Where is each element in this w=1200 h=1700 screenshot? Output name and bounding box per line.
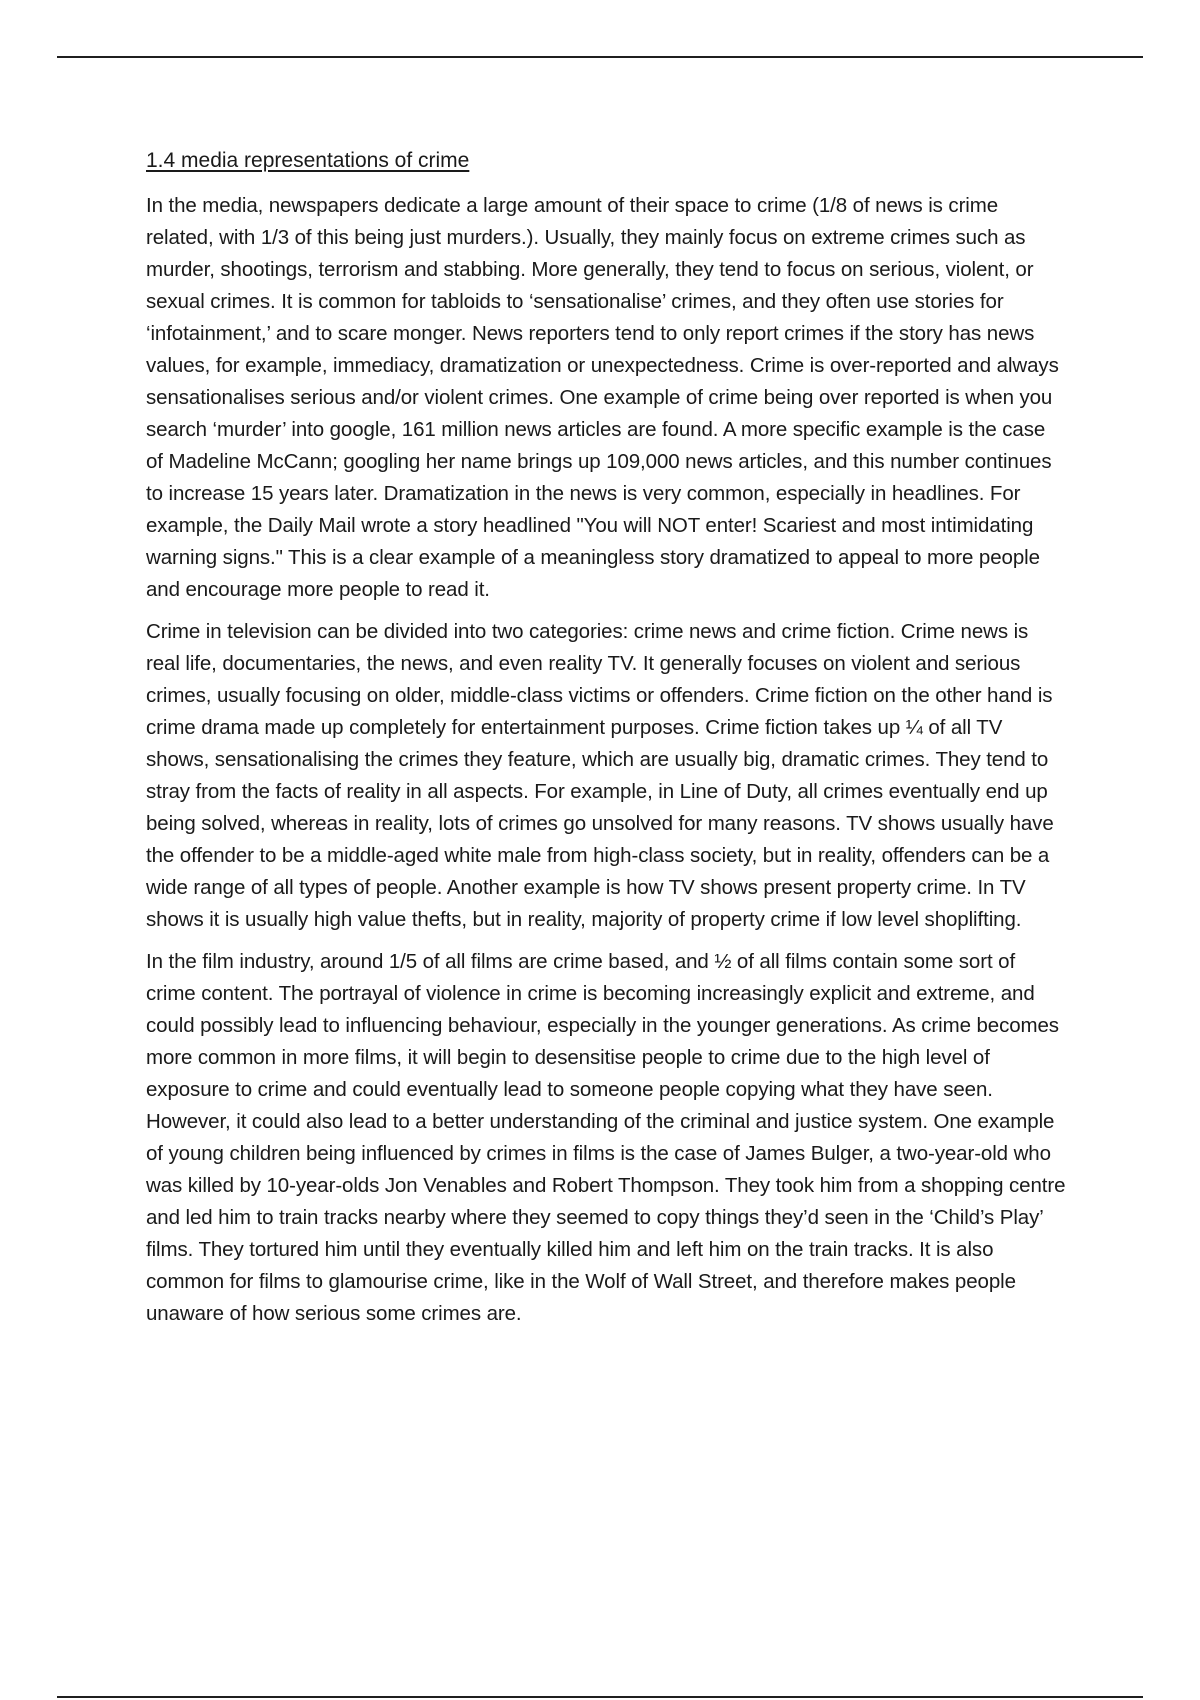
footer-rule xyxy=(57,1696,1143,1698)
document-body xyxy=(146,146,1066,1340)
paragraph-film: In the film industry, around 1/5 of all films are crime based, and ½ of all films contain some sort of crime content. The portrayal of violence in crime is becoming increasingly explicit and extreme, and could possibly lead to influencing behaviour, especially in the younger generations. As crime becomes more common in more films, it will begin to desensitise people to crime due to the high level of exposure to crime and could eventually lead to someone people copying what they have seen. However, it could also lead to a better understanding of the criminal and justice system. One example of young children being influenced by crimes in films is the case of James Bulger, a two-year-old who was killed by 10-year-olds Jon Venables and Robert Thompson. They took him from a shopping centre and led him to train tracks nearby where they seemed to copy things they’d seen in the ‘Child’s Play’ films. They tortured him until they eventually killed him and left him on the train tracks. It is also common for films to glamourise crime, like in the Wolf of Wall Street, and therefore makes people unaware of how serious some crimes are. xyxy=(146,950,1066,1325)
section-title: 1.4 media representations of crime xyxy=(146,149,470,172)
paragraph-television: Crime in television can be divided into two categories: crime news and crime fiction. Crime news is real life, documentaries, the news, and even reality TV. It generally focuses on violent and serious crimes, usually focusing on older, middle-class victims or offenders. Crime fiction on the other hand is crime drama made up completely for entertainment purposes. Crime fiction takes up ¼ of all TV shows, sensationalising the crimes they feature, which are usually big, dramatic crimes. They tend to stray from the facts of reality in all aspects. For example, in Line of Duty, all crimes eventually end up being solved, whereas in reality, lots of crimes go unsolved for many reasons. TV shows usually have the offender to be a middle-aged white male from high-class society, but in reality, offenders can be a wide range of all types of people. Another example is how TV shows present property crime. In TV shows it is usually high value thefts, but in reality, majority of property crime if low level shoplifting. xyxy=(146,620,1054,931)
paragraph-newspapers: In the media, newspapers dedicate a large amount of their space to crime (1/8 of news is crime related, with 1/3 of this being just murders.). Usually, they mainly focus on extreme crimes such as murder, shootings, terrorism and stabbing. More generally, they tend to focus on serious, violent, or sexual crimes. It is common for tabloids to ‘sensationalise’ crimes, and they often use stories for ‘infotainment,’ and to scare monger. News reporters tend to only report crimes if the story has news values, for example, immediacy, dramatization or unexpectedness. Crime is over-reported and always sensationalises serious and/or violent crimes. One example of crime being over reported is when you search ‘murder’ into google, 161 million news articles are found. A more specific example is the case of Madeline McCann; googling her name brings up 109,000 news articles, and this number continues to increase 15 years later. Dramatization in the news is very common, especially in headlines. For example, the Daily Mail wrote a story headlined "You will NOT enter! Scariest and most intimidating warning signs." This is a clear example of a meaningless story dramatized to appeal to more people and encourage more people to read it. xyxy=(146,194,1059,601)
header-rule xyxy=(57,56,1143,58)
